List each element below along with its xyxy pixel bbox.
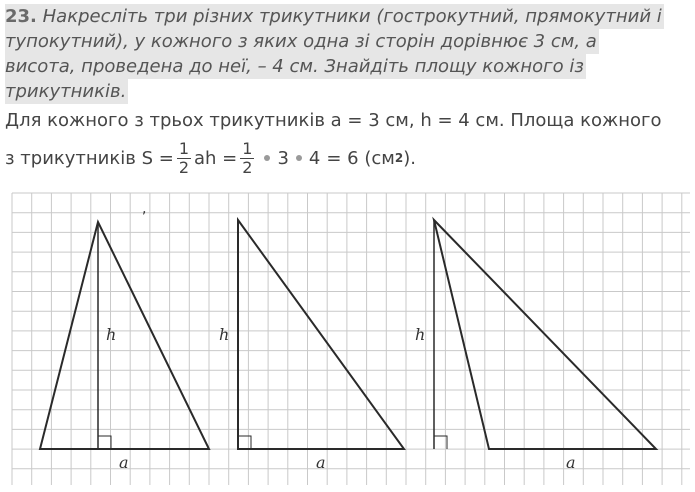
obtuse-base-label: a xyxy=(566,453,576,472)
solution-line-1: Для кожного з трьох трикутників a = 3 см, h = 4 см. Площа кожного xyxy=(5,110,662,131)
solution-line-2 xyxy=(5,136,690,180)
fraction-denominator-2: 2 xyxy=(242,157,253,177)
obtuse-height-label: h xyxy=(415,325,426,344)
problem-line-2: тупокутний), у кожного з яких одна зі сторін дорівнює 3 см, а xyxy=(5,31,597,52)
multiply-dot-2 xyxy=(296,155,302,161)
solution-ah: ah = xyxy=(194,147,238,169)
triangles-figure xyxy=(0,185,695,485)
multiply-dot xyxy=(264,155,270,161)
right-base-label: a xyxy=(316,453,326,472)
solution xyxy=(5,108,690,180)
problem-line-3: висота, проведена до неї, – 4 см. Знайдіть площу кожного із xyxy=(5,56,584,77)
acute-height-label: h xyxy=(106,325,117,344)
problem-statement xyxy=(5,4,690,104)
right-height-label: h xyxy=(219,325,230,344)
acute-triangle xyxy=(40,222,209,449)
fraction-numerator-2: 1 xyxy=(242,138,253,158)
value-four: 4 xyxy=(308,147,321,169)
right-triangle xyxy=(238,220,404,449)
solution-result: = 6 (см xyxy=(326,147,395,169)
acute-triangle-outline xyxy=(40,222,209,449)
right-angle-mark xyxy=(238,436,251,449)
fraction-denominator: 2 xyxy=(178,157,189,177)
solution-prefix: з трикутників S = xyxy=(5,147,174,169)
fraction-one-half xyxy=(177,140,191,177)
acute-right-angle-mark xyxy=(98,436,111,449)
value-three: 3 xyxy=(277,147,289,169)
right-triangle-outline xyxy=(238,220,404,449)
unit-exponent: 2 xyxy=(394,151,404,165)
fraction-numerator: 1 xyxy=(178,138,189,158)
problem-text-1: Накресліть три різних трикутники (гострокутний, прямокутний і xyxy=(42,6,662,27)
problem-number: 23. xyxy=(5,6,37,27)
solution-close: ). xyxy=(403,147,416,169)
problem-line-1 xyxy=(5,4,664,29)
acute-base-label: a xyxy=(119,453,129,472)
pencil-mark: , xyxy=(142,201,147,217)
fraction-one-half-2 xyxy=(240,140,254,177)
problem-line-4: трикутників. xyxy=(5,81,127,102)
